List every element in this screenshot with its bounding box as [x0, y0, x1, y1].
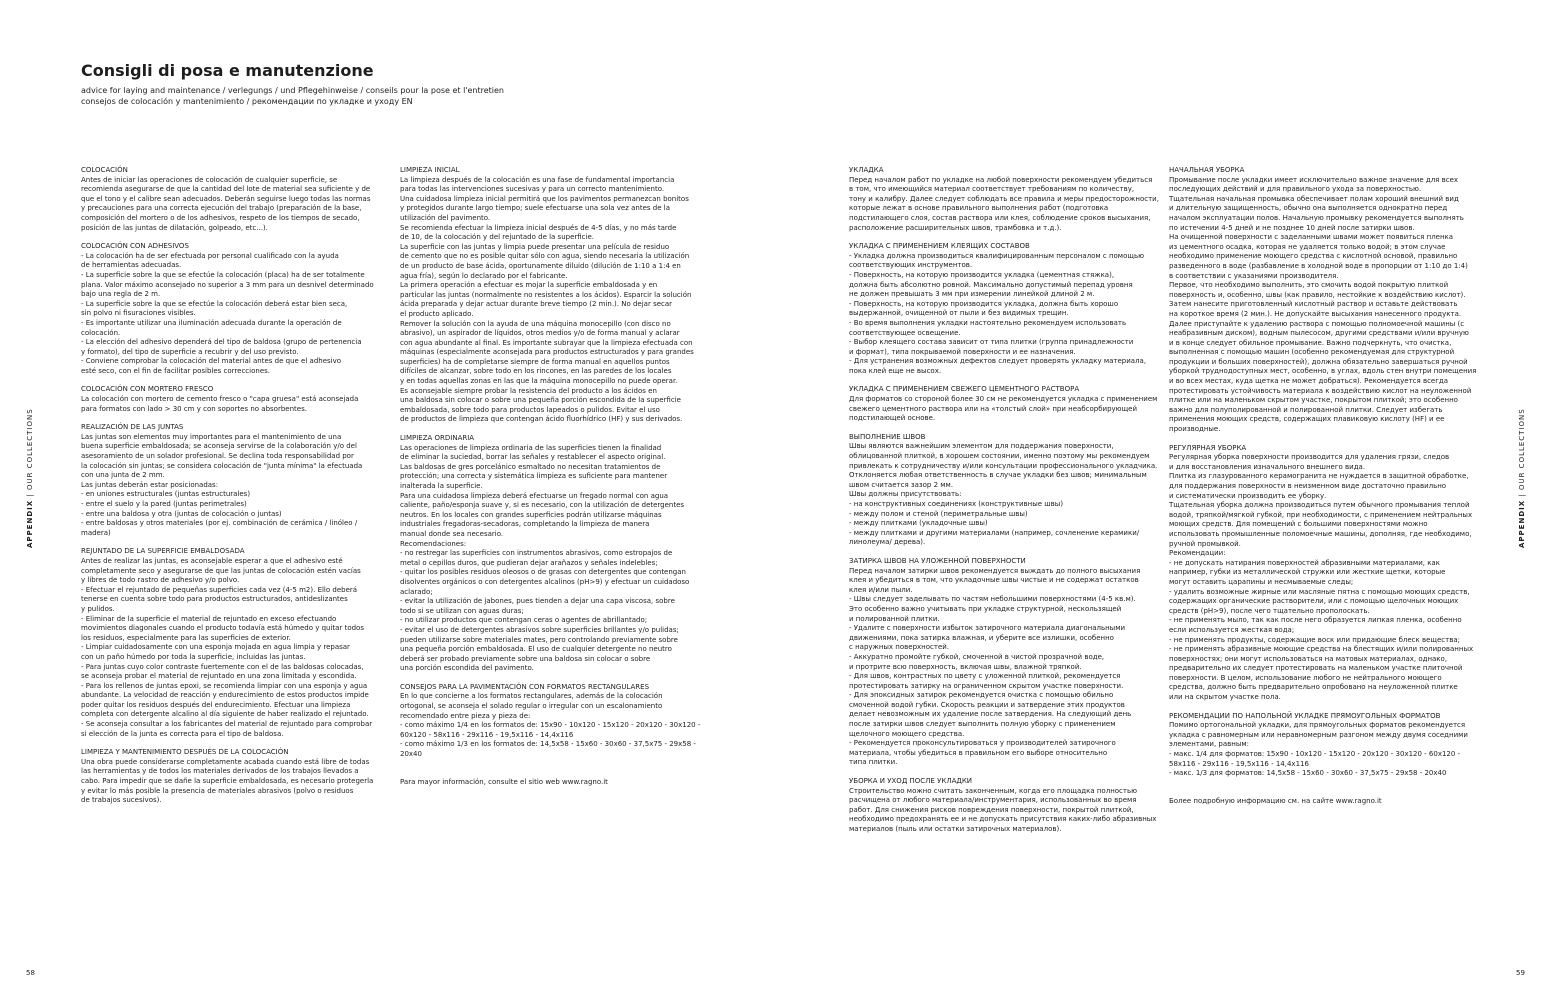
side-label-right — [1518, 408, 1526, 548]
text-line: plana. Valor máximo aconsejado no superior a 3 mm para un desnivel determinado — [81, 280, 374, 289]
text-line: и полированной плитки. — [849, 614, 940, 623]
text-line: - como máximo 1/4 en los formatos de: 15x90 - 10x120 - 15x120 - 20x120 - 30x120 - — [400, 721, 701, 730]
subtitle-line: consejos de colocación y mantenimiento / рекомендации по укладке и уходу EN — [81, 97, 413, 106]
text-line: - Аккуратно промойте губкой, смоченной в чистой прозрачной воде, — [849, 652, 1105, 661]
text-line: соответствующих инструментов. — [849, 261, 973, 270]
text-section — [400, 166, 700, 425]
text-line: использовать промышленные поломоечные машины, дополняя, где необходимо, — [1169, 529, 1472, 538]
text-line: - entre una baldosa y otra (juntas de colocación o juntas) — [81, 509, 282, 518]
text-line: например, губки из металлической стружки или жесткие щетки, которые — [1169, 568, 1446, 577]
text-line: inalterada la superficie. — [400, 482, 483, 490]
text-line: необходимо применение моющего средства с кислотной основой, правильно — [1169, 252, 1458, 261]
text-line: Antes de realizar las juntas, es aconsejable esperar a que el adhesivo esté — [81, 556, 343, 565]
text-line: neutros. En los locales con grandes superficies podrán utilizarse máquinas — [400, 510, 662, 519]
text-line: para formatos con lado > 30 cm y con soportes no absorbentes. — [81, 404, 307, 413]
text-line: con un paño húmedo por toda la superficie, incluidas las juntas. — [81, 652, 306, 661]
text-line: выдержанной, очищенной от пыли и без видимых трещин. — [849, 309, 1069, 318]
side-label-separator: | — [1518, 490, 1526, 500]
text-line: Строительство можно считать законченным, когда его площадка полностью — [849, 786, 1137, 795]
text-section — [849, 166, 1159, 233]
subtitle-line: advice for laying and maintenance / verlegungs / und Pflegehinweise / conseils pour la pose et l'entretien — [81, 86, 505, 95]
text-line: y precauciones para una correcta ejecución del trabajo (preparación de la base, — [81, 204, 362, 213]
text-line: todo si se utilizan con aguas duras; — [400, 606, 524, 615]
text-section — [1169, 712, 1476, 779]
text-line: bajo una regla de 2 m. — [81, 290, 161, 299]
text-line: делает невозможным их удаление после затвердения. На следующий день — [849, 710, 1132, 719]
section-heading: ЗАТИРКА ШВОВ НА УЛОЖЕННОЙ ПОВЕРХНОСТИ — [849, 556, 1026, 565]
section-heading: УКЛАДКА С ПРИМЕНЕНИЕМ СВЕЖЕГО ЦЕМЕНТНОГО РАСТВОРА — [849, 385, 1080, 394]
text-line: con una junta de 2 mm. — [81, 471, 165, 480]
text-line: abundante. La velocidad de reacción y endurecimiento de estos productos impide — [81, 691, 369, 700]
text-column-russian-1 — [849, 166, 1159, 844]
side-label-strong: APPENDIX — [1518, 499, 1526, 548]
text-line: материалов (пыль или остатки затирочных материалов). — [849, 825, 1062, 833]
text-line: - Es importante utilizar una iluminación adecuada durante la operación de — [81, 318, 342, 327]
text-line: материала, чтобы убедиться в правильном его выборе относительно — [849, 748, 1108, 757]
text-section — [1169, 166, 1476, 435]
text-line: Remover la solución con la ayuda de una máquina monocepillo (con disco no — [400, 319, 671, 328]
text-line: si elección de la junta es correcta para el tipo de baldosa. — [81, 729, 284, 738]
text-line: свежего цементного раствора или на «толстый слой» при неабсорбирующей — [849, 404, 1138, 413]
text-section — [1169, 788, 1476, 807]
text-line: - Eliminar de la superficie el material de rejuntado en exceso efectuando — [81, 614, 337, 623]
text-line: продукции и больших поверхностей), должна обязательно завершаться ручной — [1169, 357, 1468, 366]
text-line: Регулярная уборка поверхности производится для удаления грязи, следов — [1169, 453, 1450, 462]
text-line: если используется жесткая вода; — [1169, 625, 1295, 634]
text-line: - Поверхность, на которую производится укладка (цементная стяжка), — [849, 270, 1115, 279]
text-line: протестировать затирку на ограниченном скрытом участке поверхности. — [849, 681, 1124, 690]
text-line: Отклоняется любая ответственность в случае укладки без швов; минимальным — [849, 471, 1147, 480]
text-line: - Para juntas cuyo color contraste fuertemente con el de las baldosas colocadas, — [81, 662, 364, 671]
text-line: - Во время выполнения укладки настоятельно рекомендуем использовать — [849, 318, 1127, 327]
text-line: - макс. 1/3 для форматов: 14,5x58 - 15x60 - 30x60 - 37,5x75 - 29x58 - 20x40 — [1169, 769, 1447, 778]
text-line: - удалить возможные жирные или масляные пятна с помощью моющих средств, — [1169, 587, 1470, 596]
text-line: manual donde sea necesario. — [400, 529, 504, 538]
text-line: с наружных поверхностей. — [849, 643, 950, 652]
text-line: не должен превышать 3 мм при измерении линейкой длиной 2 м. — [849, 290, 1095, 299]
text-line: моющих средств. Для помещений с большими поверхностями можно — [1169, 520, 1428, 529]
text-line: Las juntas son elementos muy importantes para el mantenimiento de una — [81, 432, 342, 441]
text-line: las herramientas y de todos los materiales derivados de los trabajos llevados a — [81, 767, 359, 776]
text-line: industriales fregadoras-secadoras, completando la limpieza de manera — [400, 520, 650, 529]
text-line: На очищенной поверхности с заделанными швами может появиться пленка — [1169, 233, 1454, 242]
text-line: подстилающей основе. — [849, 414, 936, 423]
text-line: Перед началом работ по укладке на любой поверхности рекомендуем убедиться — [849, 175, 1153, 184]
text-line: Плитка из глазурованного керамогранита не нуждается в защитной обработке, — [1169, 472, 1469, 481]
text-line: и для восстановления изначального внешнего вида. — [1169, 462, 1366, 471]
text-line: которые лежат в основе правильного выполнения работ (подготовка — [849, 204, 1109, 213]
text-line: difíciles de alcanzar, sobre todo en los rincones, en las paredes de los locales — [400, 367, 672, 376]
text-section — [849, 385, 1159, 423]
text-line: уборкой труднодоступных мест, особенно, в углах, вдоль стен внутри помещения — [1169, 367, 1477, 376]
section-heading: REJUNTADO DE LA SUPERFICIE EMBALDOSADA — [81, 547, 245, 556]
text-line: utilización del pavimento. — [400, 213, 491, 222]
text-line: - между плитками и другими материалами (например, сочленение керамики/ — [849, 528, 1140, 537]
section-heading: РЕКОМЕНДАЦИИ ПО НАПОЛЬНОЙ УКЛАДКЕ ПРЯМОУГОЛЬНЫХ ФОРМАТОВ — [1169, 711, 1441, 720]
text-line: aclarado; — [400, 587, 433, 596]
text-line: de un producto de base ácida, oportunamente diluido (dilución de 1:10 a 1:4 en — [400, 261, 681, 270]
side-label-left — [26, 408, 34, 548]
text-line: 60x120 - 58x116 - 29x116 - 19,5x116 - 14,4x116 — [400, 730, 574, 739]
text-line: - quitar los posibles residuos oleosos o de grasas con detergentes que contengan — [400, 568, 686, 577]
text-line: выполненная с помощью машин (особенно рекомендуемая для структурной — [1169, 348, 1455, 357]
text-line: элементами, равным: — [1169, 740, 1250, 749]
text-line: необходимо предохранять ее и не допускать присутствия каких-либо абразивных — [849, 815, 1157, 824]
text-line: Рекомендации: — [1169, 549, 1226, 558]
text-section — [81, 242, 374, 376]
side-label-rest: OUR COLLECTIONS — [1518, 408, 1526, 491]
text-line: Тщательная уборка должна производиться путем обычного промывания теплой — [1169, 501, 1470, 510]
text-line: облицованной плиткой, в хорошем состоянии, именно поэтому мы рекомендуем — [849, 452, 1150, 461]
text-line: из цементного осадка, которая не удаляется только водой; в этом случае — [1169, 242, 1446, 251]
text-line: линолеума/ дерева). — [849, 538, 926, 547]
page-number-left: 58 — [26, 969, 35, 977]
text-line — [1169, 788, 1476, 798]
text-section — [400, 683, 700, 760]
text-column-spanish-2 — [400, 166, 700, 797]
text-section — [849, 557, 1159, 768]
text-line: соответствующее освещение. — [849, 328, 961, 337]
text-line: поверхности. В целом, использование любого не нейтрального моющего — [1169, 673, 1442, 682]
text-line: плитке или на маленьком скрытом участке, покрытом плиткой; это особенно — [1169, 396, 1458, 405]
side-label-rest: OUR COLLECTIONS — [26, 408, 34, 491]
text-line: и длительную защищенность, обычно она выполняется однократно перед — [1169, 204, 1448, 213]
text-line: recomendado entre pieza y pieza de: — [400, 711, 531, 720]
text-line: Para una cuidadosa limpieza deberá efectuarse un fregado normal con agua — [400, 491, 669, 500]
text-section — [81, 385, 374, 414]
text-line: La primera operación a efectuar es mojar la superficie embaldosada y en — [400, 281, 658, 290]
text-line: embaldosada, sobre todo para productos lapeados o pulidos. Evitar el uso — [400, 405, 660, 414]
text-line: deberá ser probado previamente sobre una baldosa sin colocar o sobre — [400, 654, 651, 663]
text-line: - en uniones estructurales (juntas estructurales) — [81, 490, 251, 499]
text-line: последующих действий и для правильного ухода за поверхностью. — [1169, 185, 1422, 194]
text-line: Затем нанесите приготовленный кислотный раствор и оставьте действовать — [1169, 300, 1458, 309]
text-line: recomienda asegurarse de que la cantidad del lote de material sea suficiente y de — [81, 185, 371, 194]
text-line: la colocación sin juntas; se considera colocación de "junta mínima" la efectuada — [81, 461, 363, 470]
text-line: superficies) ha de completarse siempre de forma manual en aquellos puntos — [400, 357, 670, 366]
side-label-strong: APPENDIX — [26, 499, 34, 548]
page-subtitle — [81, 85, 504, 107]
text-line: - Удалите с поверхности избыток затирочного материала диагональными — [849, 624, 1126, 633]
text-line: предварительно их следует протестировать на маленьком участке плиточной — [1169, 664, 1463, 673]
section-heading: LIMPIEZA ORDINARIA — [400, 434, 475, 443]
text-line: и систематически производить ее уборку. — [1169, 491, 1327, 500]
text-line: 58x116 - 29x116 - 19,5x116 - 14,4x116 — [1169, 759, 1309, 768]
text-line: средства, должно быть предварительно опробовано на неуложенной плитке — [1169, 683, 1458, 692]
text-line: тону и калибру. Далее следует соблюдать все правила и меры предосторожности, — [849, 194, 1159, 203]
text-line: de cemento que no es posible quitar sólo con agua, siendo necesaria la utilización — [400, 252, 690, 261]
text-line: Далее приступайте к удалению раствора с помощью полномоечной машины (с — [1169, 319, 1465, 328]
text-line: Una cuidadosa limpieza inicial permitirá que los pavimentos permanezcan bonitos — [400, 194, 689, 203]
text-line: caliente, paño/esponja suave y, si es necesario, con la utilización de detergentes — [400, 501, 685, 510]
text-line: una baldosa sin colocar o sobre una pequeña porción escondida de la superficie — [400, 396, 681, 405]
page-number-right: 59 — [1516, 969, 1525, 977]
text-line: Se recomienda efectuar la limpieza inicial después de 4-5 días, y no más tarde — [400, 223, 677, 232]
text-line: Las baldosas de gres porcelánico esmaltado no necesitan tratamientos de — [400, 462, 661, 471]
text-line: производные. — [1169, 425, 1221, 434]
text-line: - не применять мыло, так как после него образуется липкая пленка, особенно — [1169, 616, 1462, 625]
text-line: protección; una correcta y sistemática limpieza es suficiente para mantener — [400, 472, 668, 481]
text-line: водой, тряпкой/мягкой губкой, при необходимости, с применением нейтральных — [1169, 510, 1473, 519]
text-line: - La colocación ha de ser efectuada por personal cualificado con la ayuda — [81, 251, 339, 260]
text-section — [849, 777, 1159, 835]
text-line: ácida preparada y dejar actuar durante breve tiempo (2 min.). No dejar secar — [400, 300, 673, 309]
text-line: agua fría), según lo declarado por el fabricante. — [400, 271, 568, 280]
text-line: Это особенно важно учитывать при укладке структурной, нескользящей — [849, 604, 1122, 613]
text-line: - La elección del adhesivo dependerá del tipo de baldosa (grupo de pertenencia — [81, 338, 362, 347]
text-line: ortogonal, se aconseja el solado regular o irregular con un escalonamiento — [400, 702, 663, 711]
text-line: Швы являются важнейшим элементом для поддержания поверхности, — [849, 442, 1114, 451]
text-section — [81, 166, 374, 233]
text-line: una pequeña porción embaldosada. El uso de cualquier detergente no neutro — [400, 645, 672, 654]
text-line: могут оставить царапины и несмываемые следы; — [1169, 577, 1354, 586]
text-line: в том, что имеющийся материал соответствует требованиям по количеству, — [849, 185, 1135, 194]
text-line: de herramientas adecuadas. — [81, 261, 182, 270]
text-line: y libres de todo rastro de adhesivo y/o polvo. — [81, 576, 240, 585]
text-line: máquinas (especialmente aconsejada para productos estructurados y para grandes — [400, 348, 694, 357]
text-line: смоченной водой губки. Скорость реакции и затвердение этих продуктов — [849, 700, 1125, 709]
text-line: el producto aplicado. — [400, 309, 474, 318]
text-line: abrasivo), un aspirador de líquidos, otros medios y/o de forma manual y aclarar — [400, 329, 680, 338]
text-line: должна быть абсолютно ровной. Максимально допустимый перепад уровня — [849, 280, 1133, 289]
text-line: Швы должны присутствовать: — [849, 490, 962, 499]
text-line: de eliminar la suciedad, borrar las señales y restablecer el aspecto original. — [400, 453, 666, 462]
text-line: клея и/или пыли. — [849, 585, 913, 594]
text-line: y pulidos. — [81, 604, 115, 613]
text-line: в соответствии с указаниями производителя. — [1169, 271, 1339, 280]
page-title: Consigli di posa e manutenzione — [81, 61, 374, 80]
text-line: 20x40 — [400, 750, 422, 759]
text-line: con agua abundante al final. Es importante subrayar que la limpieza efectuada con — [400, 338, 693, 347]
text-line: - Укладка должна производиться квалифицированным персоналом с помощью — [849, 251, 1144, 260]
text-line: - Выбор клеящего состава зависит от типа плитки (группа принадлежности — [849, 338, 1134, 347]
text-line: Перед началом затирки швов рекомендуется выждать до полного высыхания — [849, 566, 1141, 575]
section-heading: УБОРКА И УХОД ПОСЛЕ УКЛАДКИ — [849, 777, 973, 786]
text-section — [400, 434, 700, 674]
text-line: - не применять продукты, содержащие воск или придающие блеск веществa; — [1169, 635, 1460, 644]
text-line: - Для устранения возможных дефектов следует проверять укладку материала, — [849, 357, 1147, 366]
text-line: esté seco, con el fin de facilitar posibles correcciones. — [81, 366, 270, 375]
text-line: completamente seco y asegurarse de que las juntas de colocación estén vacías — [81, 566, 361, 575]
text-section — [849, 433, 1159, 548]
text-section — [849, 242, 1159, 376]
text-line: asesoramiento de un solador profesional. Se declina toda responsabilidad por — [81, 452, 354, 461]
text-line: для поддержания поверхности в неизменном виде достаточно правильно — [1169, 482, 1447, 490]
section-heading: РЕГУЛЯРНАЯ УБОРКА — [1169, 443, 1247, 452]
text-line: - Para los rellenos de juntas epoxi, se recomienda limpiar con una esponja y agua — [81, 681, 368, 690]
text-line: La superficie con las juntas y limpia puede presentar una película de residuo — [400, 242, 670, 251]
text-line: completa con detergente alcalino al día siguiente de haber realizado el rejuntado. — [81, 710, 369, 719]
text-line: disolventes orgánicos o con detergentes alcalinos (pH>9) y efectuar un cuidadoso — [400, 577, 690, 586]
text-line: - no utilizar productos que contengan ceras o agentes de abrillantado; — [400, 616, 648, 625]
text-line: расположение расширительных швов, трамбовка и т.д.). — [849, 223, 1062, 232]
text-line: los residuos, especialmente para las superficies de exterior. — [81, 633, 291, 642]
text-line: подстилающего слоя, состав раствора или клея, соблюдение сроков высыхания, — [849, 213, 1151, 222]
text-line: пока клей еще не высох. — [849, 366, 942, 375]
text-line: ручной промывкой. — [1169, 539, 1241, 548]
text-line: типа плитки. — [849, 758, 898, 767]
text-line: швом считается зазор 2 мм. — [849, 480, 954, 489]
text-line: и протрите всю поверхность, включая швы, влажной тряпкой. — [849, 662, 1082, 671]
text-line: y protegidos durante largo tiempo; suele efectuarse una sola vez antes de la — [400, 204, 670, 213]
text-line: - Limpiar cuidadosamente con una esponja mojada en agua limpia y repasar — [81, 643, 350, 652]
text-line: клея и убедиться в том, что укладочные швы чистые и не содержат остатков — [849, 576, 1139, 585]
text-line: poder quitar los residuos después del endurecimiento. Efectuar una limpieza — [81, 700, 351, 709]
text-line: - como máximo 1/3 en los formatos de: 14,5x58 - 15x60 - 30x60 - 37,5x75 - 29x58 - — [400, 740, 696, 749]
section-heading: УКЛАДКА С ПРИМЕНЕНИЕМ КЛЕЯЩИХ СОСТАВОВ — [849, 242, 1030, 251]
text-line: y formato), del tipo de superficie a recubrir y del uso previsto. — [81, 347, 299, 356]
text-line: Es aconsejable siempre probar la resistencia del producto a los ácidos en — [400, 386, 657, 395]
text-line: Antes de iniciar las operaciones de colocación de cualquier superficie, se — [81, 175, 338, 184]
text-line: - Швы следует заделывать по частям небольшими поверхностями (4-5 кв.м). — [849, 595, 1136, 604]
text-line: La colocación con mortero de cemento fresco o "capa gruesa" está aconsejada — [81, 395, 359, 404]
text-line: buena superficie embaldosada; se aconseja servirse de la colaboración y/o del — [81, 442, 357, 451]
text-line: Una obra puede considerarse completamente acabada cuando está libre de todas — [81, 757, 370, 766]
text-section — [1169, 444, 1476, 703]
text-line: - Для швов, контрастных по цвету с уложенной плиткой, рекомендуется — [849, 672, 1121, 681]
text-line: composición del mortero o de los adhesivos, respeto de los tiempos de secado, — [81, 213, 360, 222]
text-line: содержащих органические растворители, или с помощью щелочных моющих — [1169, 597, 1459, 606]
text-line: щелочного моющего средства. — [849, 729, 965, 738]
text-section — [81, 748, 374, 806]
text-line: metal o cepillos duros, que pudieran dejar arañazos y señales indelebles; — [400, 558, 658, 567]
text-line: протестировать устойчивость материала к воздействию кислот на неуложенной — [1169, 386, 1472, 395]
text-line: работ. Для снижения рисков повреждения поверхности, покрытой плиткой, — [849, 805, 1134, 814]
text-line: началом эксплуатации полов. Начальную промывку рекомендуется выполнять — [1169, 213, 1464, 222]
text-column-spanish-1 — [81, 166, 374, 815]
text-line: una porción escondida del pavimento. — [400, 664, 534, 673]
text-line: расчищена от любого материала/инструментария, использованных во время — [849, 796, 1137, 805]
text-line: движениями, пока затирка влажная, и уберите все излишки, особенно — [849, 633, 1114, 642]
text-line: movimientos diagonales cuando el producto todavía está húmedo y quitar todos — [81, 624, 364, 633]
text-line: La limpieza después de la colocación es una fase de fundamental importancia — [400, 175, 675, 184]
text-line: cabo. Para impedir que se dañe la superficie embaldosada, es necesario protegerla — [81, 777, 374, 786]
text-line: - entre el suelo y la pared (juntas perimetrales) — [81, 500, 247, 508]
text-line: - La superficie sobre la que se efectúe la colocación deberá estar bien seca, — [81, 299, 348, 308]
text-line: colocación. — [81, 328, 121, 337]
text-line: que el tono y el calibre sean adecuados. Deberán seguirse luego todas las normas — [81, 194, 371, 203]
text-line: - no restregar las superficies con instrumentos abrasivos, como estropajos de — [400, 549, 673, 558]
side-label-separator: | — [26, 490, 34, 500]
text-line: поверхностях; они могут использоваться на матовых материалах, однако, — [1169, 654, 1448, 663]
text-line: Для форматов со стороной более 30 см не рекомендуется укладка с применением — [849, 395, 1158, 404]
text-line: de 10, de la colocación y del rejuntado de la superficie. — [400, 233, 595, 242]
text-line: - Efectuar el rejuntado de pequeñas superficies cada vez (4-5 m2). Ello deberá — [81, 585, 358, 594]
text-line: Recomendaciones: — [400, 539, 467, 548]
text-line: на короткое время (2 мин.). Не допускайте высыхания нанесенного продукта. — [1169, 309, 1462, 318]
text-line: неабразивным диском), водным пылесосом, другими средствами и/или вручную — [1169, 329, 1469, 338]
section-heading: LIMPIEZA INICIAL — [400, 166, 460, 174]
text-line: - на конструктивных соединениях (конструктивные швы) — [849, 500, 1064, 508]
text-section — [400, 769, 700, 788]
section-heading: НАЧАЛЬНАЯ УБОРКА — [1169, 166, 1245, 174]
section-heading: COLOCACIÓN CON ADHESIVOS — [81, 242, 189, 251]
text-line: - между полом и стеной (периметральные швы) — [849, 509, 1028, 518]
text-line: Более подробную информацию см. на сайте www.ragno.it — [1169, 797, 1382, 806]
text-line: y en todas aquellas zonas en las que la máquina monocepillo no puede operar. — [400, 377, 678, 386]
text-line: Las juntas deberán estar posicionadas: — [81, 480, 219, 489]
section-heading: LIMPIEZA Y MANTENIMIENTO DESPUÉS DE LA COLOCACIÓN — [81, 748, 289, 757]
text-line: привлекать к сотрудничеству и/или консультации профессионального укладчика. — [849, 461, 1158, 470]
text-line: - Для эпоксидных затирок рекомендуется очистка с помощью обильно — [849, 691, 1114, 700]
section-heading: ВЫПОЛНЕНИЕ ШВОВ — [849, 432, 926, 441]
text-line: particular las juntas (normalmente no resistentes a los ácidos). Esparcir la solución — [400, 290, 692, 299]
text-line: Тщательная начальная промывка обеспечивает полам хороший внешний вид — [1169, 194, 1459, 203]
section-heading: CONSEJOS PARA LA PAVIMENTACIÓN CON FORMATOS RECTANGULARES — [400, 682, 650, 691]
text-column-russian-2 — [1169, 166, 1476, 816]
text-line: posición de las juntas de dilatación, golpeado, etc...). — [81, 223, 268, 232]
text-line: - entre baldosas y otros materiales (por ej. combinación de cerámica / linóleo / — [81, 519, 358, 528]
text-line: - Se aconseja consultar a los fabricantes del material de rejuntado para comprobar — [81, 720, 373, 729]
text-line: de trabajos sucesivos). — [81, 796, 162, 805]
section-heading: REALIZACIÓN DE LAS JUNTAS — [81, 423, 184, 432]
text-line: - La superficie sobre la que se efectúe la colocación (placa) ha de ser totalmente — [81, 270, 365, 279]
text-line — [400, 769, 700, 779]
text-line: de productos de limpieza que contengan ácido fluorhídrico (HF) y sus derivados. — [400, 415, 683, 424]
text-line: и в конце следует обильное промывание. Важно подчеркнуть, что очистка, — [1169, 338, 1452, 347]
text-line: важно для полуполированной и полированной плитки. Следует избегать — [1169, 405, 1443, 414]
text-line: - Поверхность, на которую производится укладка, должна быть хорошо — [849, 299, 1119, 308]
text-line: Промывание после укладки имеет исключительно важное значение для всех — [1169, 175, 1459, 184]
text-line: y evitar lo más posible la presencia de materiales abrasivos (polvo o residuos — [81, 786, 354, 795]
text-line: - evitar la utilización de jabones, pues tienden a dejar una capa viscosa, sobre — [400, 597, 675, 606]
text-line: - между плитками (укладочные швы) — [849, 519, 988, 528]
text-line: tenerse en cuenta sobre todo para productos estructurados, antideslizantes — [81, 595, 348, 604]
text-line: Помимо ортогональной укладки, для прямоугольных форматов рекомендуется — [1169, 721, 1466, 730]
text-line: pueden utilizarse sobre materiales mates, pero controlando previamente sobre — [400, 635, 678, 644]
text-line: se aconseja probar el material de rejuntado en una zona limitada y escondida. — [81, 672, 357, 681]
text-line: madera) — [81, 528, 111, 537]
text-line: - макс. 1/4 для форматов: 15x90 - 10x120 - 15x120 - 20x120 - 30x120 - 60x120 - — [1169, 750, 1461, 759]
text-line: по истечении 4-5 дней и не позднее 10 дней после затирки швов. — [1169, 223, 1415, 232]
text-line: поверхность и, особенно, швы (как правило, нестойкие к воздействию кислот). — [1169, 290, 1466, 299]
section-heading: COLOCACIÓN CON MORTERO FRESCO — [81, 385, 214, 394]
text-line: para todas las intervenciones sucesivas y para un correcto mantenimiento. — [400, 185, 665, 194]
text-line: Para mayor información, consulte el sitio web www.ragno.it — [400, 778, 608, 787]
text-section — [81, 547, 374, 739]
text-line: En lo que concierne a los formatos rectangulares, además de la colocación — [400, 692, 663, 701]
text-line: средств (pH>9), после чего тщательно прополоскать. — [1169, 606, 1370, 615]
text-line: - не применять абразивные моющие средства на блестящих и/или полированных — [1169, 645, 1474, 654]
text-line: укладка с равномерным или неравномерным разгоном между двумя соседними — [1169, 730, 1468, 739]
section-heading: COLOCACIÓN — [81, 166, 128, 174]
text-line: - Conviene comprobar la colocación del material antes de que el adhesivo — [81, 357, 342, 366]
text-line: Las operaciones de limpieza ordinaria de las superficies tienen la finalidad — [400, 443, 662, 452]
text-line: Первое, что необходимо выполнить, это смочить водой покрытую плиткой — [1169, 281, 1449, 290]
text-line: и во всех местах, куда щетка не может добраться). Рекомендуется всегда — [1169, 377, 1449, 386]
text-line: - не допускать натирания поверхностей абразивными материалами, как — [1169, 558, 1440, 567]
text-line: разведенного в воде (разбавление в холодной воде в пропорции от 1:10 до 1:4) — [1169, 261, 1468, 270]
text-section — [81, 423, 374, 538]
text-line: применения моющих средств, содержащих плавиковую кислоту (HF) и ее — [1169, 415, 1445, 424]
text-line: - evitar el uso de detergentes abrasivos sobre superficies brillantes y/o pulidas; — [400, 625, 679, 634]
text-line: после затирки швов следует выполнить полную уборку с применением — [849, 720, 1116, 729]
text-line: - Рекомендуется проконсультироваться у производителей затирочного — [849, 739, 1116, 748]
text-line: и формат), типа покрываемой поверхности и ее назначения. — [849, 347, 1076, 356]
text-line: или на скрытом участке пола. — [1169, 693, 1281, 702]
text-line: sin polvo ni fisuraciones visibles. — [81, 309, 196, 318]
section-heading: УКЛАДКА — [849, 166, 884, 174]
